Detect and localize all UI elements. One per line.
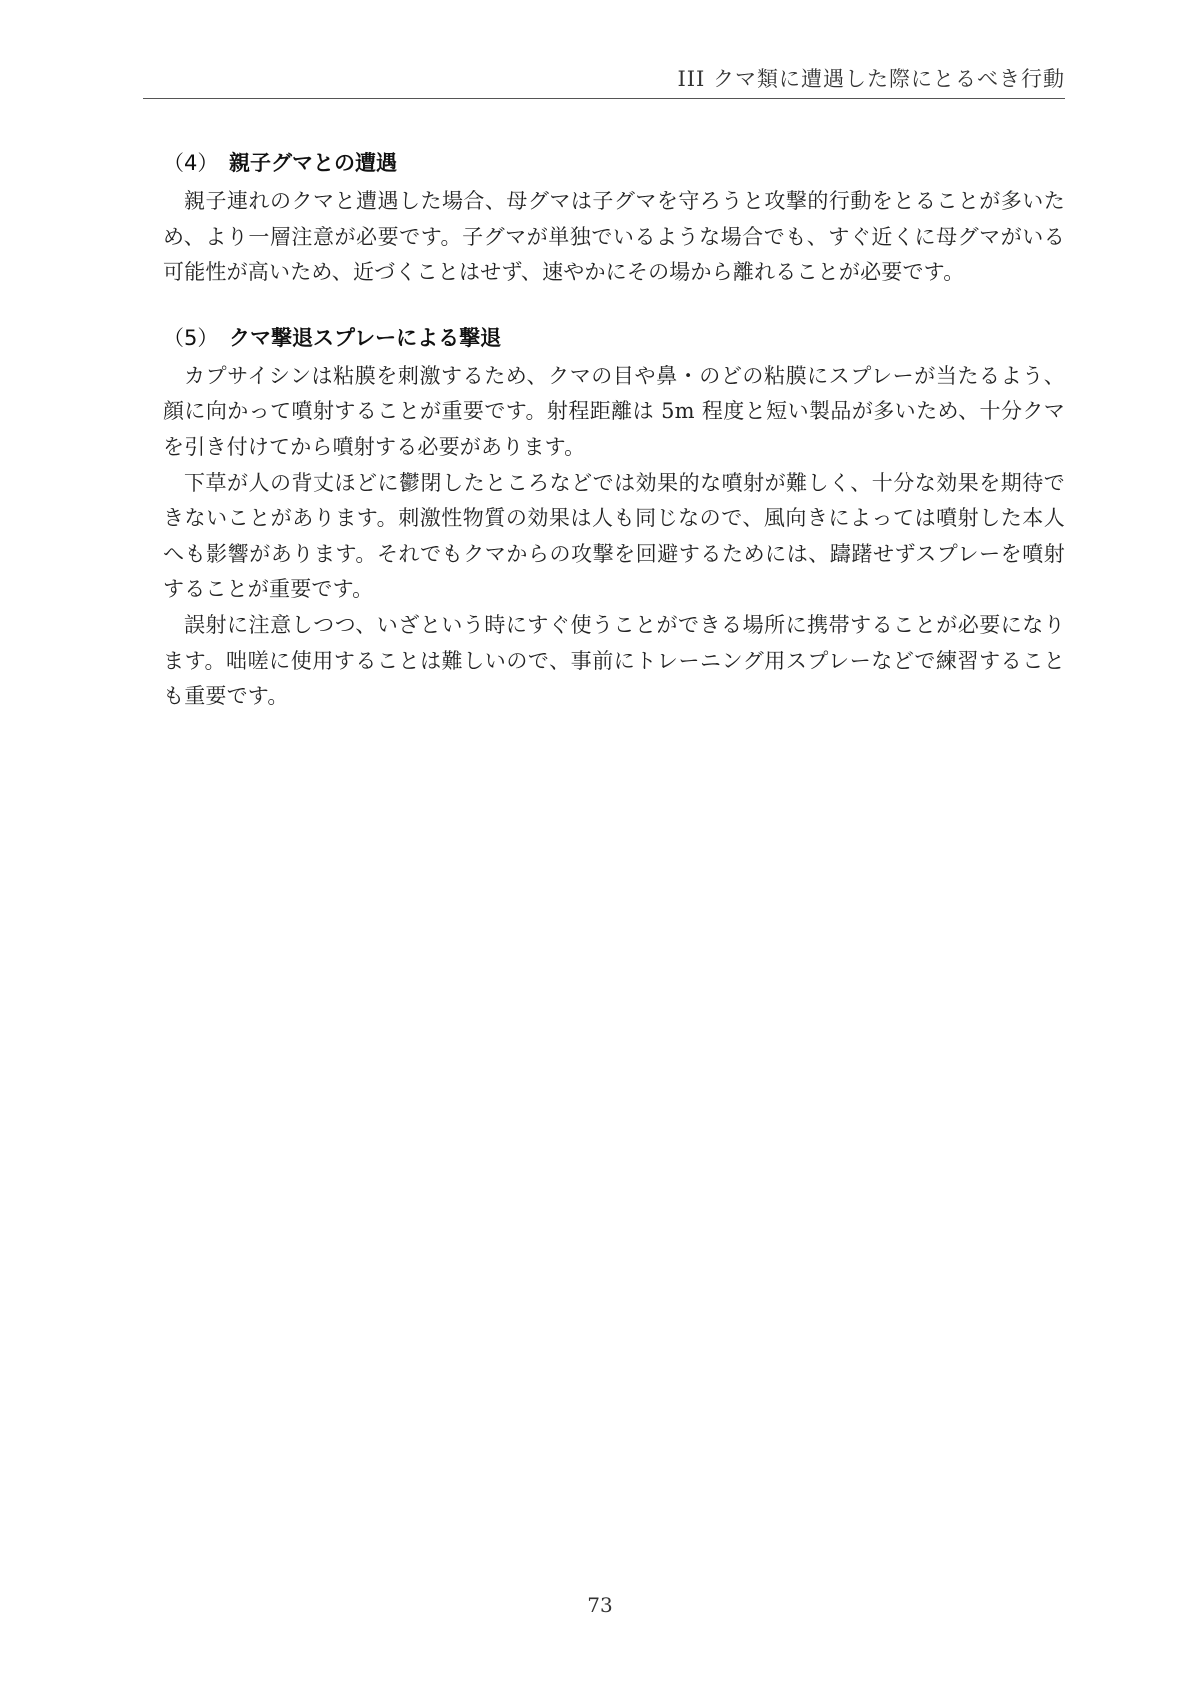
section-parent-cub-encounter: [163, 146, 1065, 291]
page-number: 73: [587, 1593, 613, 1617]
paragraph: 親子連れのクマと遭遇した場合、母グマは子グマを守ろうと攻撃的行動をとることが多いため、より一層注意が必要です。子グマが単独でいるような場合でも、すぐ近くに母グマがいる可能性が高いため、近づくことはせず、速やかにその場から離れることが必要です。: [163, 189, 1065, 285]
section-title: クマ撃退スプレーによる撃退: [229, 325, 502, 350]
running-header: [143, 66, 1065, 99]
paragraph: 下草が人の背丈ほどに鬱閉したところなどでは効果的な噴射が難しく、十分な効果を期待できないことがあります。刺激性物質の効果は人も同じなので、風向きによっては噴射した本人へも影響があります。それでもクマからの攻撃を回避するためには、躊躇せずスプレーを噴射することが重要です。: [163, 470, 1065, 602]
section-heading: [163, 146, 1065, 180]
section-number: （5）: [163, 325, 219, 350]
paragraph: カプサイシンは粘膜を刺激するため、クマの目や鼻・のどの粘膜にスプレーが当たるよう、顔に向かって噴射することが重要です。射程距離は 5m 程度と短い製品が多いため、十分クマを引き付けてから噴射する必要があります。: [163, 363, 1065, 459]
section-number: （4）: [163, 151, 219, 175]
section-heading: [163, 321, 1065, 355]
page-body: [163, 146, 1065, 715]
section-bear-spray: [163, 321, 1065, 715]
section-title: 親子グマとの遭遇: [229, 151, 397, 175]
paragraph: 誤射に注意しつつ、いざという時にすぐ使うことができる場所に携帯することが必要になります。咄嗟に使用することは難しいので、事前にトレーニング用スプレーなどで練習することも重要です。: [163, 612, 1065, 709]
running-header-title: III クマ類に遭遇した際にとるべき行動: [677, 67, 1065, 91]
